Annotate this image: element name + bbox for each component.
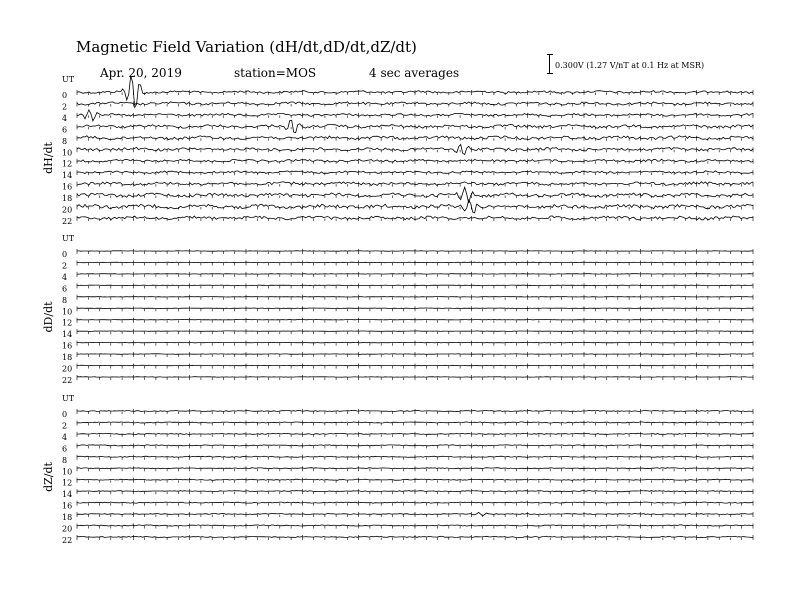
panel-ylabel: dD/dt [42, 301, 55, 333]
ut-axis-label: UT [62, 234, 75, 243]
ut-axis-label: UT [62, 75, 75, 84]
ut-axis-label: UT [62, 394, 75, 403]
row-ticks [77, 249, 753, 254]
row-trace [77, 262, 753, 263]
row-ticks [77, 260, 753, 265]
row-ticks [77, 113, 753, 118]
row-hour-label: 18 [62, 513, 73, 523]
row-ticks [77, 466, 753, 471]
row-hour-label: 22 [62, 375, 73, 385]
row-hour-label: 2 [62, 421, 68, 431]
row-hour-label: 2 [62, 102, 68, 112]
row-hour-label: 16 [62, 182, 73, 192]
scale-label: 0.300V (1.27 V/nT at 0.1 Hz at MSR) [555, 61, 705, 70]
row-hour-label: 22 [62, 535, 73, 545]
row-hour-label: 16 [62, 501, 73, 511]
row-hour-label: 14 [62, 490, 73, 500]
row-hour-label: 22 [62, 216, 73, 226]
row-hour-label: 4 [62, 113, 68, 123]
row-hour-label: 18 [62, 194, 73, 204]
row-hour-label: 14 [62, 330, 73, 340]
row-ticks [77, 216, 753, 221]
row-hour-label: 12 [62, 318, 73, 328]
row-hour-label: 8 [62, 295, 68, 305]
row-hour-label: 18 [62, 353, 73, 363]
chart-title: Magnetic Field Variation (dH/dt,dD/dt,dZ/dt) [76, 38, 417, 56]
row-hour-label: 20 [62, 364, 73, 374]
row-ticks [77, 318, 753, 323]
panel-ylabel: dH/dt [42, 142, 55, 174]
row-hour-label: 6 [62, 284, 68, 294]
date-label: Apr. 20, 2019 [100, 66, 182, 80]
row-hour-label: 12 [62, 159, 73, 169]
row-hour-label: 8 [62, 136, 68, 146]
row-ticks [77, 478, 753, 483]
row-hour-label: 6 [62, 125, 68, 135]
row-hour-label: 10 [62, 467, 73, 477]
row-hour-label: 16 [62, 341, 73, 351]
row-hour-label: 4 [62, 432, 68, 442]
row-hour-label: 20 [62, 524, 73, 534]
row-hour-label: 8 [62, 455, 68, 465]
row-hour-label: 4 [62, 272, 68, 282]
row-hour-label: 2 [62, 261, 68, 271]
row-ticks [77, 124, 753, 129]
row-hour-label: 0 [62, 91, 68, 100]
station-label: station=MOS [234, 66, 317, 80]
panel-ylabel: dZ/dt [42, 462, 55, 492]
row-ticks [77, 329, 753, 334]
row-hour-label: 0 [62, 250, 68, 259]
row-hour-label: 6 [62, 444, 68, 454]
row-hour-label: 12 [62, 478, 73, 488]
row-trace [77, 331, 753, 332]
row-ticks [77, 341, 753, 346]
averaging-label: 4 sec averages [369, 66, 460, 80]
row-trace [77, 120, 753, 133]
row-trace [77, 308, 753, 309]
row-hour-label: 14 [62, 171, 73, 181]
row-hour-label: 0 [62, 410, 68, 419]
row-hour-label: 10 [62, 148, 73, 158]
row-hour-label: 20 [62, 205, 73, 215]
row-ticks [77, 409, 753, 414]
row-hour-label: 10 [62, 307, 73, 317]
row-trace [77, 354, 753, 355]
row-ticks [77, 489, 753, 494]
row-trace [77, 377, 753, 378]
